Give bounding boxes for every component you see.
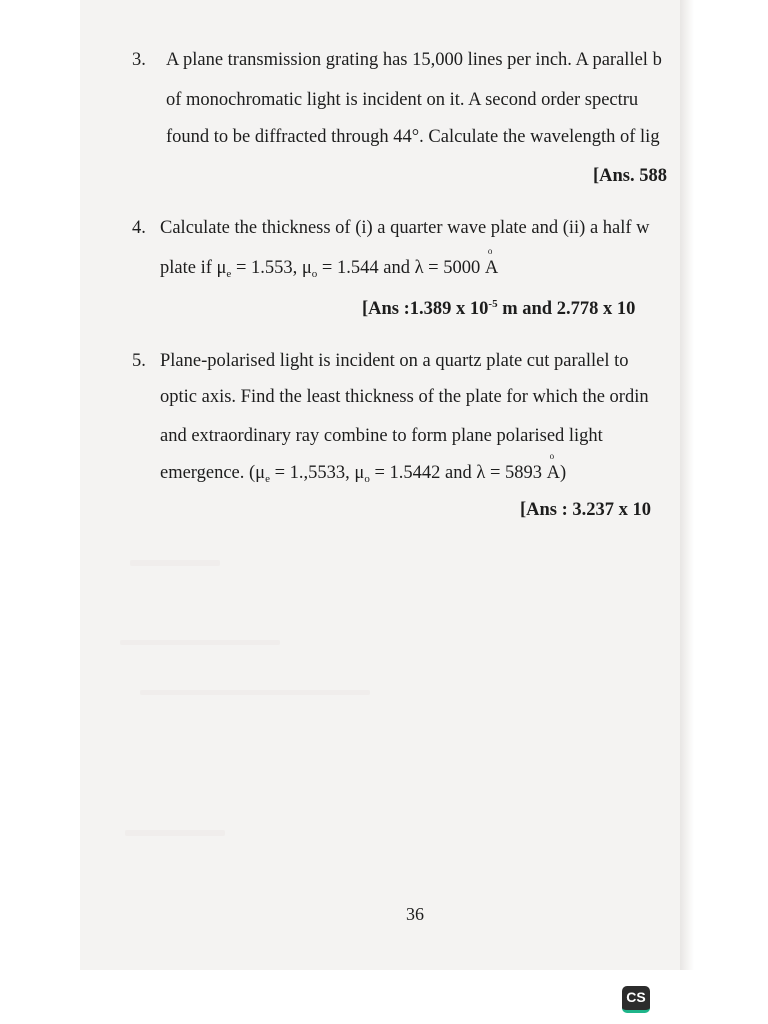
subscript-e: e — [265, 473, 270, 485]
question-text-line: A plane transmission grating has 15,000 lines per inch. A parallel b — [166, 50, 662, 70]
subscript-o: o — [311, 268, 318, 280]
answer-text: m and 2.778 x 10 — [497, 299, 636, 319]
bleed-through-mark — [125, 830, 225, 836]
formula-text: = 1.553, μ — [231, 258, 312, 278]
bleed-through-mark — [130, 560, 220, 566]
angstrom-symbol: o A — [547, 463, 560, 484]
formula-text: = 1.544 and λ = 5000 — [317, 258, 485, 278]
question-text-line: Plane-polarised light is incident on a quartz plate cut parallel to — [160, 351, 629, 371]
angstrom-symbol: o A — [485, 258, 498, 279]
question-formula-line — [160, 463, 682, 485]
question-text-line: found to be diffracted through 44°. Calculate the wavelength of lig — [166, 127, 660, 147]
question-formula-line — [160, 258, 680, 280]
formula-text: = 1.5442 and λ = 5893 — [369, 463, 547, 483]
answer-4 — [362, 298, 684, 320]
camscanner-badge: CS — [622, 986, 650, 1013]
answer-text: [Ans :1.389 x 10 — [362, 299, 489, 319]
answer-5: [Ans : 3.237 x 10 — [520, 500, 652, 520]
question-text-line: and extraordinary ray combine to form plane polarised light — [160, 426, 603, 446]
bleed-through-mark — [140, 690, 370, 695]
subscript-e: e — [226, 268, 232, 280]
question-number: 3. — [132, 50, 146, 70]
page-edge-shadow — [680, 0, 694, 970]
answer-exponent: -5 — [488, 298, 498, 310]
formula-text: plate if μ — [160, 258, 227, 278]
bleed-through-mark — [120, 640, 280, 645]
formula-text: = 1.,5533, μ — [270, 463, 365, 483]
subscript-o: o — [364, 473, 370, 485]
question-text-line: Calculate the thickness of (i) a quarter wave plate and (ii) a half w — [160, 218, 650, 238]
formula-text: ) — [560, 463, 567, 483]
answer-3: [Ans. 588 — [593, 166, 668, 186]
question-text-line: of monochromatic light is incident on it. A second order spectru — [166, 90, 639, 110]
question-number: 4. — [132, 218, 146, 238]
page-number: 36 — [406, 904, 424, 924]
question-number: 5. — [132, 351, 146, 371]
formula-text: emergence. (μ — [160, 463, 266, 483]
question-text-line: optic axis. Find the least thickness of the plate for which the ordin — [160, 387, 649, 407]
